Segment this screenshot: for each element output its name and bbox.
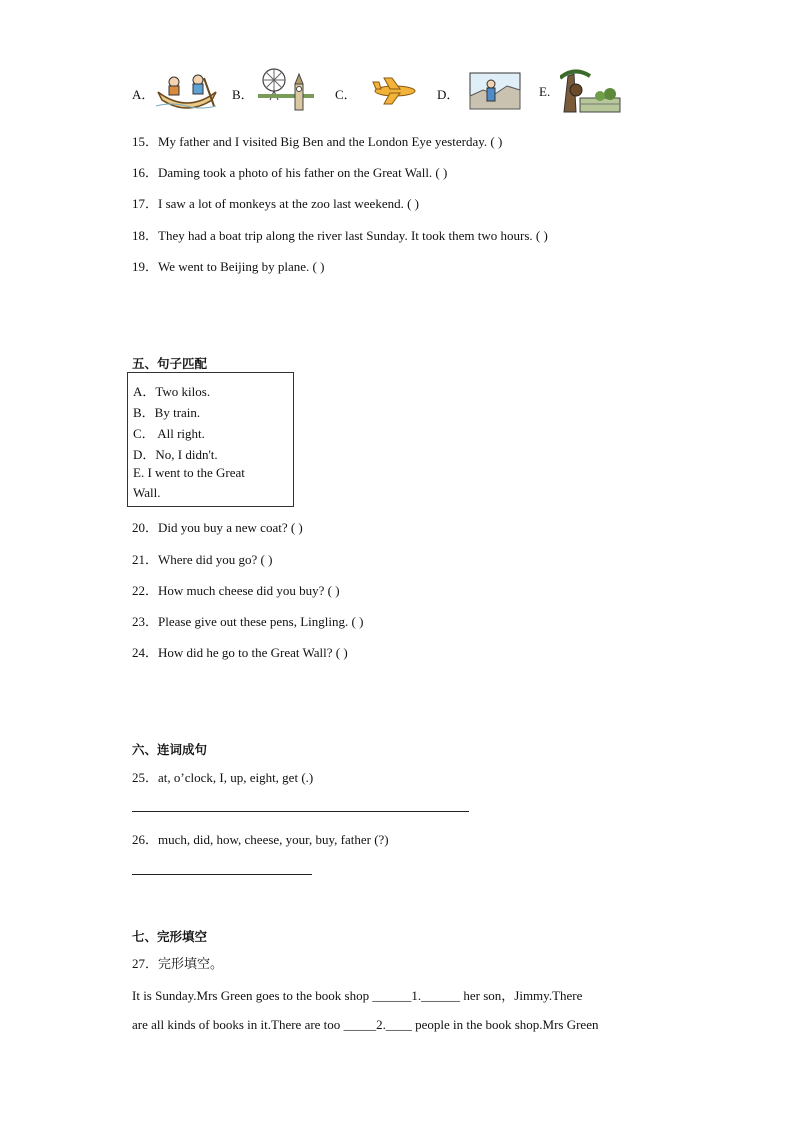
cloze-paragraph-line-2 <box>132 1017 598 1033</box>
question-19: 19．We went to Beijing by plane. ( ) <box>132 259 325 274</box>
big-ben-london-eye-icon <box>258 66 314 114</box>
option-a-text: A．Two kilos. <box>133 384 211 399</box>
section-6-title: 六、连词成句 <box>132 742 208 757</box>
option-a-label: A． <box>132 87 155 102</box>
airplane-icon <box>372 76 418 106</box>
question-25: 25．at, o’clock, I, up, eight, get (.) <box>132 770 314 785</box>
cloze-text: It is Sunday.Mrs Green goes to the book shop <box>132 988 373 1003</box>
option-e-label: E. <box>539 84 551 99</box>
boat-icon <box>156 70 218 110</box>
great-wall-photo-icon <box>469 72 521 110</box>
options-box <box>127 372 294 507</box>
cloze-blank-1[interactable]: ______1.______ <box>372 988 461 1003</box>
cloze-blank-2[interactable]: _____2.____ <box>343 1017 412 1032</box>
question-20: 20．Did you buy a new coat? ( ) <box>132 520 303 535</box>
question-16: 16．Daming took a photo of his father on the Great Wall. ( ) <box>132 165 448 180</box>
question-27: 27．完形填空。 <box>132 956 224 971</box>
question-24: 24．How did he go to the Great Wall? ( ) <box>132 645 348 660</box>
question-17: 17．I saw a lot of monkeys at the zoo last weekend. ( ) <box>132 196 420 211</box>
cloze-text: are all kinds of books in it.There are too <box>132 1017 344 1032</box>
cloze-paragraph-line-1 <box>132 985 582 1004</box>
option-c-label: C． <box>335 87 357 102</box>
question-23: 23．Please give out these pens, Lingling. ( ) <box>132 614 364 629</box>
option-d-text: D．No, I didn't. <box>133 447 218 462</box>
section-7-title: 七、完形填空 <box>132 929 208 944</box>
question-22: 22．How much cheese did you buy? ( ) <box>132 583 340 598</box>
question-18: 18．They had a boat trip along the river last Sunday. It took them two hours. ( ) <box>132 228 548 243</box>
answer-line-26 <box>132 874 312 875</box>
question-26: 26．much, did, how, cheese, your, buy, father (?) <box>132 832 389 847</box>
option-e-text: E. I went to the Great <box>133 465 245 480</box>
option-e-text-cont: Wall. <box>133 485 161 500</box>
cloze-text: people in the book shop.Mrs Green <box>411 1017 599 1032</box>
option-b-text: B．By train. <box>133 405 201 420</box>
answer-line-25 <box>132 811 469 812</box>
option-d-label: D． <box>437 87 460 102</box>
option-b-label: B． <box>232 87 254 102</box>
monkey-zoo-icon <box>560 66 622 114</box>
section-5-title: 五、句子匹配 <box>132 356 208 371</box>
cloze-text: her son，Jimmy.There <box>460 988 583 1003</box>
question-15: 15．My father and I visited Big Ben and the London Eye yesterday. ( ) <box>132 134 503 149</box>
question-21: 21．Where did you go? ( ) <box>132 552 273 567</box>
option-c-text: C． All right. <box>133 426 205 441</box>
